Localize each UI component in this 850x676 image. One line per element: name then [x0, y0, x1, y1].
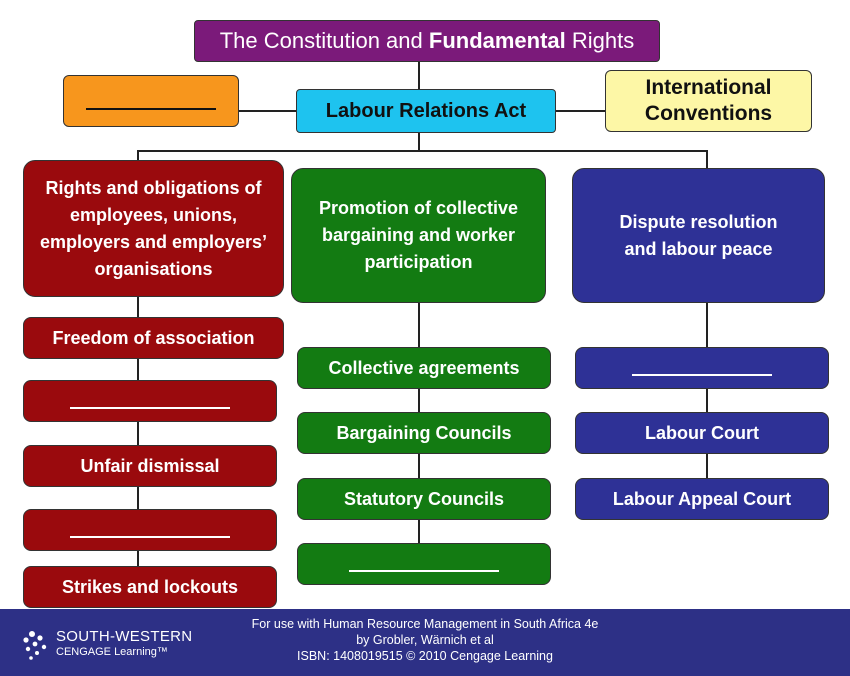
footer-citation	[250, 616, 600, 664]
statutory-councils-box	[297, 478, 551, 520]
south-western-logo	[20, 628, 210, 664]
connector-line	[706, 150, 708, 170]
red-blank-box-1	[23, 380, 277, 422]
labour-relations-act-label: Labour Relations Act	[325, 99, 527, 122]
connector-line	[238, 110, 298, 112]
strikes-lockouts-box	[23, 566, 277, 608]
promotion-collective-box	[291, 168, 546, 303]
labour-court-box	[575, 412, 829, 454]
footer-line3: ISBN: 1408019515 © 2010 Cengage Learning	[297, 649, 553, 663]
constitution-title-part2: Rights	[565, 28, 635, 53]
rights-obligations-box	[23, 160, 284, 297]
orange-blank-box	[63, 75, 239, 127]
constitution-title-bold: Fundamental	[428, 28, 566, 53]
blank-line	[632, 374, 772, 376]
strikes-lockouts-label: Strikes and lockouts	[61, 576, 239, 597]
blue-blank-box	[575, 347, 829, 389]
cengage-logo-icon	[20, 628, 50, 662]
blank-line	[349, 570, 499, 572]
labour-appeal-court-box	[575, 478, 829, 520]
logo-sub-text: CENGAGE Learning™	[56, 646, 168, 658]
connector-line	[555, 110, 607, 112]
red-blank-box-2	[23, 509, 277, 551]
footer-line2: by Grobler, Wärnich et al	[356, 633, 494, 647]
freedom-of-association-box	[23, 317, 284, 359]
blank-line	[70, 536, 230, 538]
freedom-of-association-label: Freedom of association	[52, 327, 255, 348]
unfair-dismissal-box	[23, 445, 277, 487]
logo-main-text: SOUTH-WESTERN	[56, 628, 193, 645]
constitution-title-part1: The Constitution and	[219, 28, 429, 53]
bargaining-councils-label: Bargaining Councils	[336, 422, 512, 443]
constitution-box	[194, 20, 660, 62]
labour-appeal-court-label: Labour Appeal Court	[612, 488, 792, 509]
connector-line	[706, 300, 708, 490]
footer-line1: For use with Human Resource Management in South Africa 4e	[251, 617, 599, 631]
unfair-dismissal-label: Unfair dismissal	[80, 455, 220, 476]
blank-line	[70, 407, 230, 409]
international-line2: Conventions	[644, 102, 773, 125]
collective-agreements-box	[297, 347, 551, 389]
statutory-councils-label: Statutory Councils	[343, 488, 504, 509]
collective-agreements-label: Collective agreements	[328, 357, 520, 378]
promotion-collective-label: Promotion of collective bargaining and worker participation	[318, 198, 519, 272]
green-blank-box	[297, 543, 551, 585]
blank-line	[86, 108, 216, 110]
dispute-resolution-label: Dispute resolution and labour peace	[619, 211, 778, 259]
labour-court-label: Labour Court	[645, 422, 759, 443]
dispute-resolution-box	[572, 168, 825, 303]
labour-relations-act-box	[296, 89, 556, 133]
international-conventions-box	[605, 70, 812, 132]
connector-line	[137, 150, 708, 152]
rights-obligations-label: Rights and obligations of employees, unions, employers and employers’ organisations	[39, 177, 268, 279]
international-line1: International	[645, 76, 772, 99]
bargaining-councils-box	[297, 412, 551, 454]
